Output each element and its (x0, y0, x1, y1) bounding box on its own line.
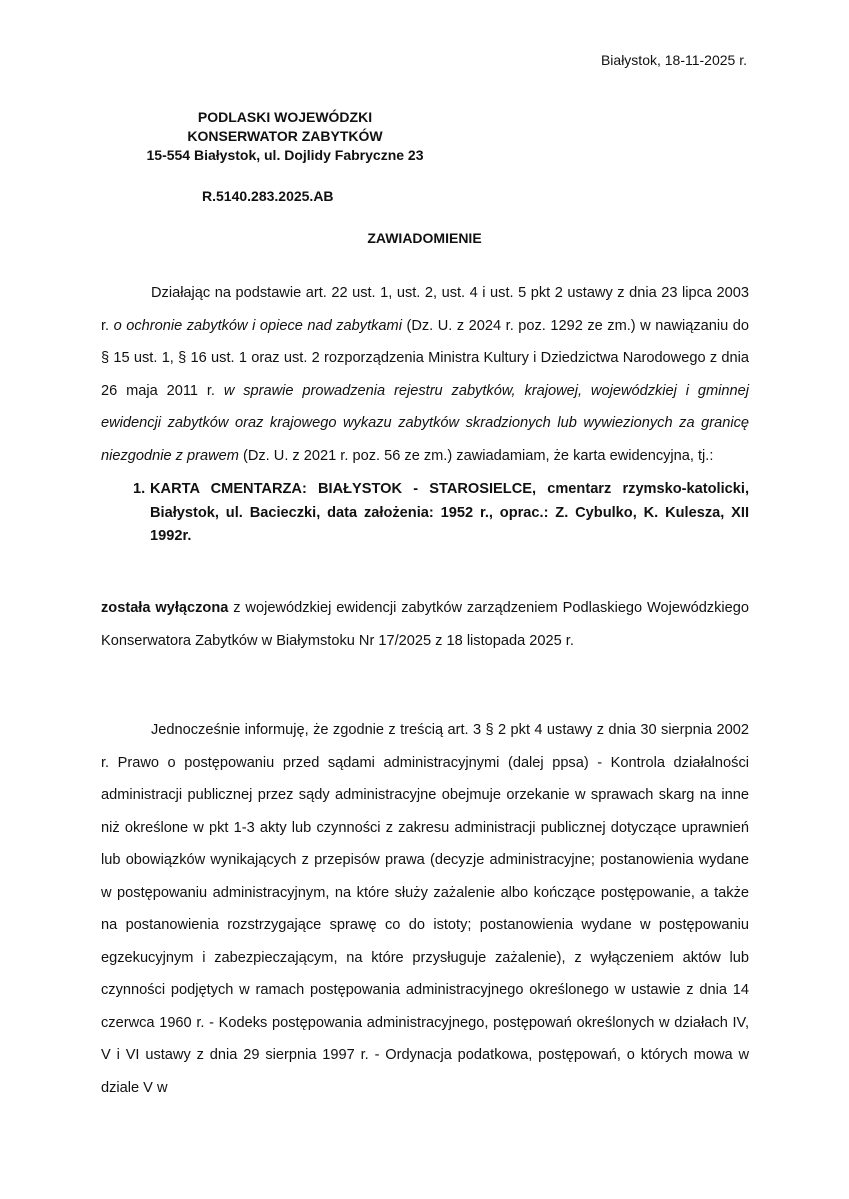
paragraph-1-text-2: (Dz. U. z 2024 r. poz. 1292 ze zm.) w nawiązaniu do § 15 ust. 1, § 16 ust. 1 oraz ust. 2 rozporządzenia Ministra Kultury i Dziedzictwa Narodowego z dnia 26 maja 2011 r. (101, 317, 749, 399)
act-title-1: o ochronie zabytków i opiece nad zabytkami (113, 317, 402, 334)
list-item-text: KARTA CMENTARZA: BIAŁYSTOK - STAROSIELCE, cmentarz rzymsko-katolicki, Białystok, ul. Bacieczki, data założenia: 1952 r., oprac.: Z. Cybulko, K. Kulesza, XII 1992r. (150, 481, 749, 544)
act-title-2: w sprawie prowadzenia rejestru zabytków, krajowej, wojewódzkiej i gminnej ewidencji zabytków oraz krajowego wykazu zabytków skradzionych lub wywiezionych za granicę niezgodnie z prawem (101, 382, 749, 464)
paragraph-1-text-1: Działając na podstawie art. 22 ust. 1, ust. 2, ust. 4 i ust. 5 pkt 2 ustawy z dnia 23 lipca 2003 r. (101, 285, 749, 334)
paragraph-1-text-3: (Dz. U. z 2021 r. poz. 56 ze zm.) zawiadamiam, że karta ewidencyjna, tj.: (238, 447, 714, 464)
paragraph-2 (101, 592, 749, 657)
paragraph-legal-basis (101, 277, 749, 549)
list-item-number: 1. (133, 481, 146, 497)
decision-bold: została wyłączona (101, 600, 229, 616)
cards-list (101, 478, 749, 549)
paragraph-information (101, 714, 749, 1104)
paragraph-3: Jednocześnie informuję, że zgodnie z treścią art. 3 § 2 pkt 4 ustawy z dnia 30 sierpnia 2002 r. Prawo o postępowaniu przed sądami administracyjnymi (dalej ppsa) - Kontrola działalności administracji publicznej przez sądy administracyjne obejmuje orzekanie w sprawach skarg na inne niż określone w pkt 1-3 akty lub czynności z zakresu administracji publicznej dotyczące uprawnień lub obowiązków wynikających z przepisów prawa (decyzje administracyjne; postanowienia wydane w postępowaniu administracyjnym, na które służy zażalenie albo kończące postępowanie, a także na postanowienia rozstrzygające sprawę co do istoty; postanowienia wydane w postępowaniu egzekucyjnym i zabezpieczającym, na które przysługuje zażalenie), z wyłączeniem aktów lub czynności podjętych w ramach postępowania administracyjnego określonego w ustawie z dnia 14 czerwca 1960 r. - Kodeks postępowania administracyjnego, postępowań określonych w działach IV, V i VI ustawy z dnia 29 sierpnia 1997 r. - Ordynacja podatkowa, postępowań, o których mowa w dziale V w (101, 722, 749, 1096)
paragraph-1 (101, 277, 749, 472)
document-date: Białystok, 18-11-2025 r. (600, 52, 747, 68)
document-title: ZAWIADOMIENIE (367, 230, 482, 246)
list-item (133, 478, 749, 549)
issuer-line-2: KONSERWATOR ZABYTKÓW (187, 128, 383, 144)
issuer-line-1: PODLASKI WOJEWÓDZKI (197, 109, 373, 125)
paragraph-decision (101, 592, 749, 657)
issuer-address: 15-554 Białystok, ul. Dojlidy Fabryczne 23 (146, 147, 424, 163)
issuer-header (100, 108, 470, 165)
reference-number: R.5140.283.2025.AB (202, 188, 334, 204)
paragraph-2-text: z wojewódzkiej ewidencji zabytków zarządzeniem Podlaskiego Wojewódzkiego Konserwatora Zabytków w Białymstoku Nr 17/2025 z 18 listopada 2025 r. (101, 600, 749, 649)
